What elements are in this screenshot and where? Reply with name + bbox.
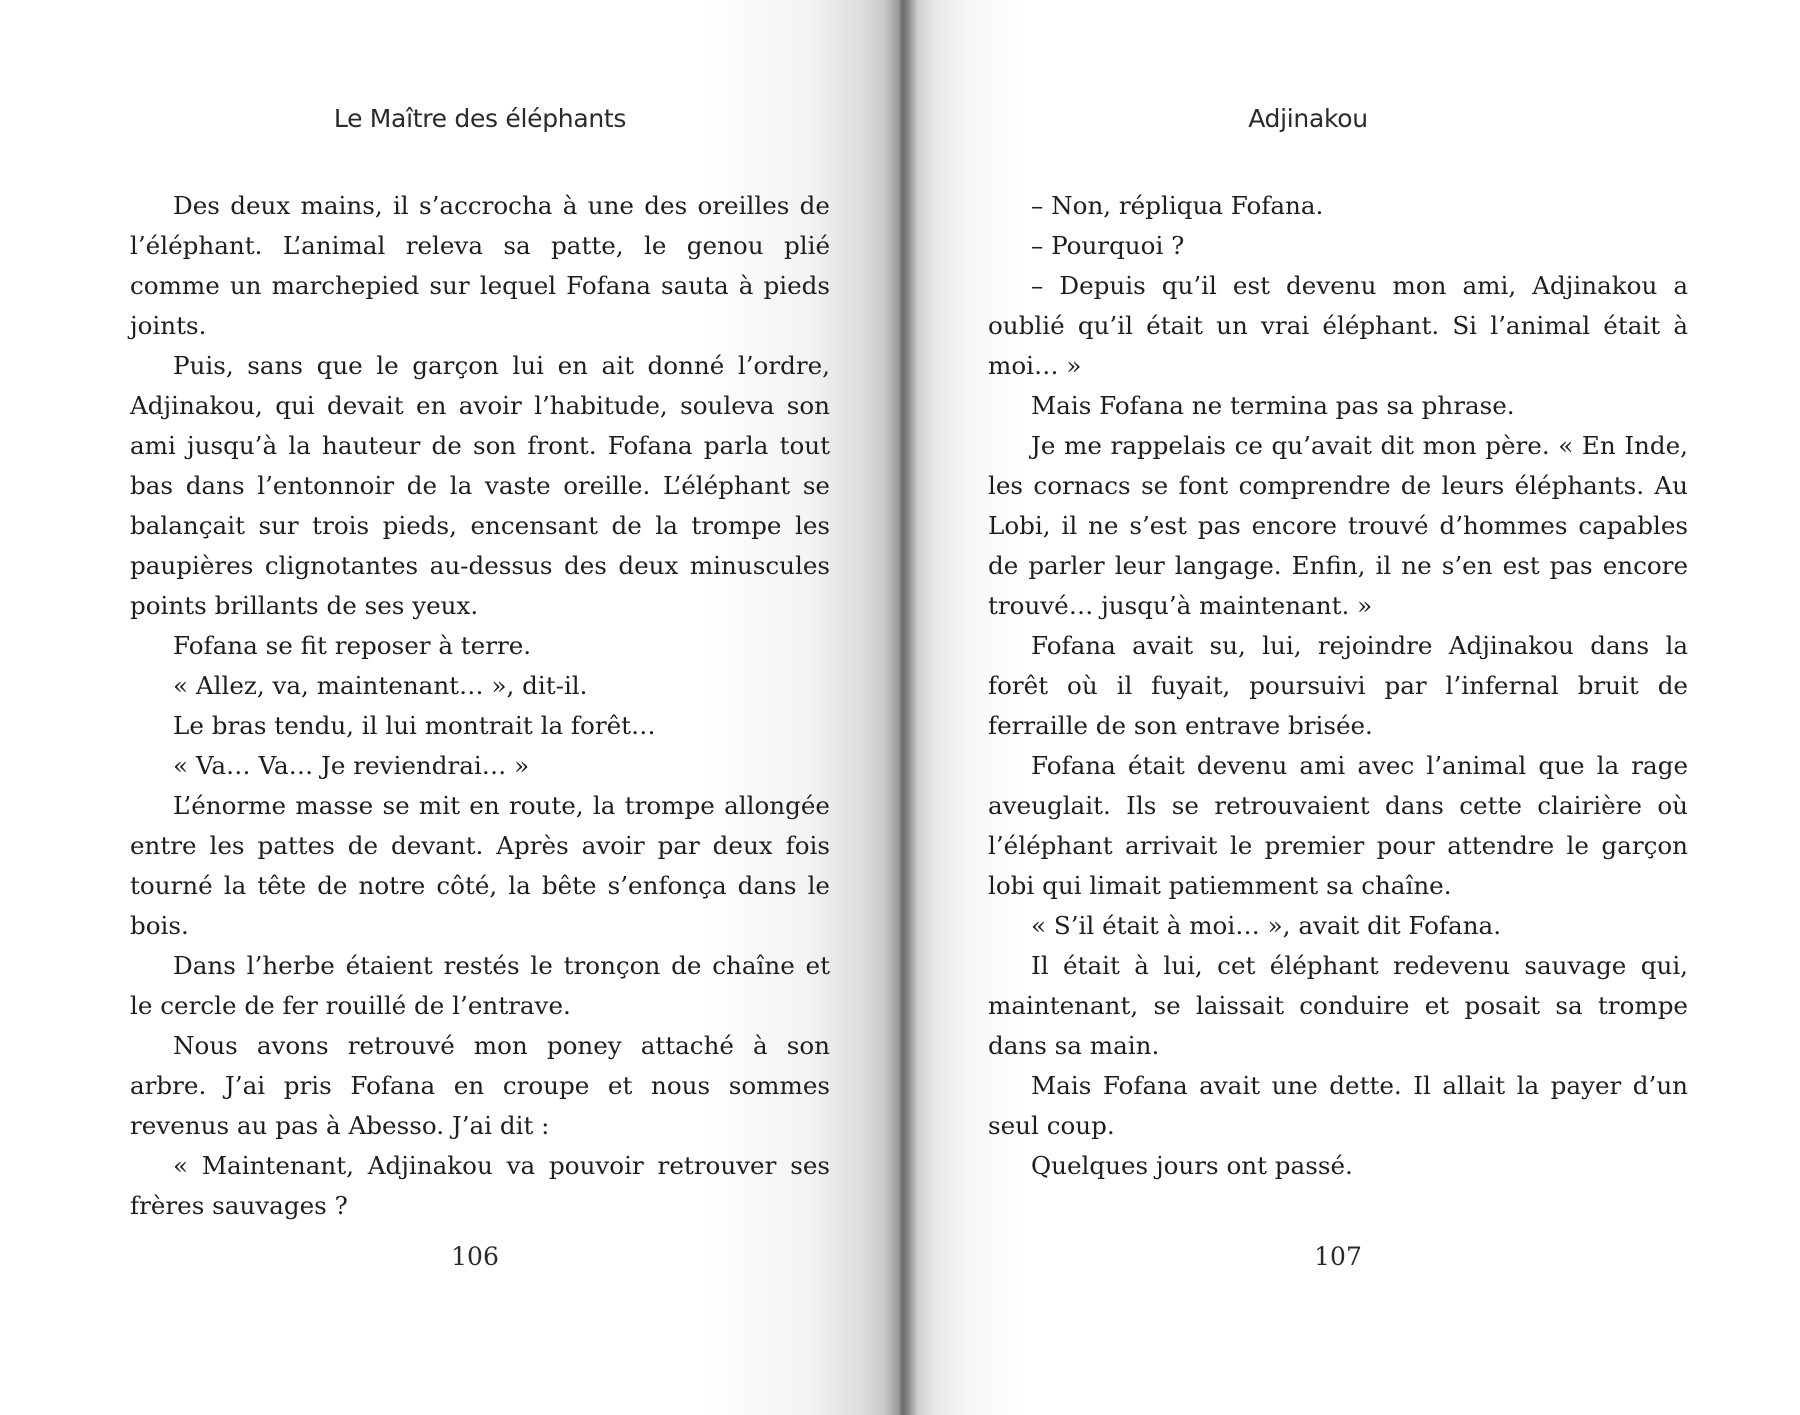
paragraph: – Non, répliqua Fofana. bbox=[1031, 191, 1324, 220]
paragraph: Dans l’herbe étaient restés le tronçon de chaîne et le cercle de fer rouillé de l’entrave. bbox=[130, 951, 830, 1020]
book-gutter-shadow bbox=[884, 0, 918, 1415]
paragraph: – Depuis qu’il est devenu mon ami, Adjinakou a oublié qu’il était un vrai éléphant. Si l’animal était à moi… » bbox=[988, 271, 1688, 380]
paragraph: Mais Fofana ne termina pas sa phrase. bbox=[1031, 391, 1515, 420]
paragraph: Des deux mains, il s’accrocha à une des oreilles de l’éléphant. L’animal releva sa patte, le genou plié comme un marchepied sur lequel Fofana sauta à pieds joints. bbox=[130, 191, 830, 340]
left-page-number: 106 bbox=[451, 1242, 499, 1271]
paragraph: Je me rappelais ce qu’avait dit mon père. « En Inde, les cornacs se font comprendre de leurs éléphants. Au Lobi, il ne s’est pas encore trouvé d’hommes capables de parler leur langage. Enfin, il ne s’en est pas encore trouvé… jusqu’à maintenant. » bbox=[988, 431, 1688, 620]
paragraph: « Va… Va… Je reviendrai… » bbox=[173, 751, 530, 780]
paragraph: – Pourquoi ? bbox=[1031, 231, 1185, 260]
paragraph: « Maintenant, Adjinakou va pouvoir retrouver ses frères sauvages ? bbox=[130, 1151, 830, 1220]
paragraph: Fofana se fit reposer à terre. bbox=[173, 631, 532, 660]
paragraph: Fofana avait su, lui, rejoindre Adjinakou dans la forêt où il fuyait, poursuivi par l’infernal bruit de ferraille de son entrave brisée. bbox=[988, 631, 1688, 740]
paragraph: « Allez, va, maintenant… », dit-il. bbox=[173, 671, 588, 700]
left-running-head: Le Maître des éléphants bbox=[333, 104, 627, 133]
left-text-block bbox=[130, 186, 830, 1226]
right-page-number: 107 bbox=[1314, 1242, 1362, 1271]
paragraph: Quelques jours ont passé. bbox=[1031, 1151, 1353, 1180]
paragraph: « S’il était à moi… », avait dit Fofana. bbox=[1031, 911, 1502, 940]
right-page bbox=[900, 0, 1800, 1415]
paragraph: Fofana était devenu ami avec l’animal que la rage aveuglait. Ils se retrouvaient dans cette clairière où l’éléphant arrivait le premier pour attendre le garçon lobi qui limait patiemment sa chaîne. bbox=[988, 751, 1688, 900]
right-running-head: Adjinakou bbox=[1248, 104, 1368, 133]
paragraph: Mais Fofana avait une dette. Il allait la payer d’un seul coup. bbox=[988, 1071, 1688, 1140]
paragraph: L’énorme masse se mit en route, la trompe allongée entre les pattes de devant. Après avoir par deux fois tourné la tête de notre côté, la bête s’enfonça dans le bois. bbox=[130, 791, 830, 940]
paragraph: Le bras tendu, il lui montrait la forêt… bbox=[173, 711, 656, 740]
right-text-block bbox=[988, 186, 1688, 1186]
paragraph: Nous avons retrouvé mon poney attaché à son arbre. J’ai pris Fofana en croupe et nous sommes revenus au pas à Abesso. J’ai dit : bbox=[130, 1031, 830, 1140]
paragraph: Puis, sans que le garçon lui en ait donné l’ordre, Adjinakou, qui devait en avoir l’habitude, souleva son ami jusqu’à la hauteur de son front. Fofana parla tout bas dans l’entonnoir de la vaste oreille. L’éléphant se balançait sur trois pieds, encensant de la trompe les paupières clignotantes au-dessus des deux minuscules points brillants de ses yeux. bbox=[130, 351, 830, 620]
paragraph: Il était à lui, cet éléphant redevenu sauvage qui, maintenant, se laissait conduire et posait sa trompe dans sa main. bbox=[988, 951, 1688, 1060]
